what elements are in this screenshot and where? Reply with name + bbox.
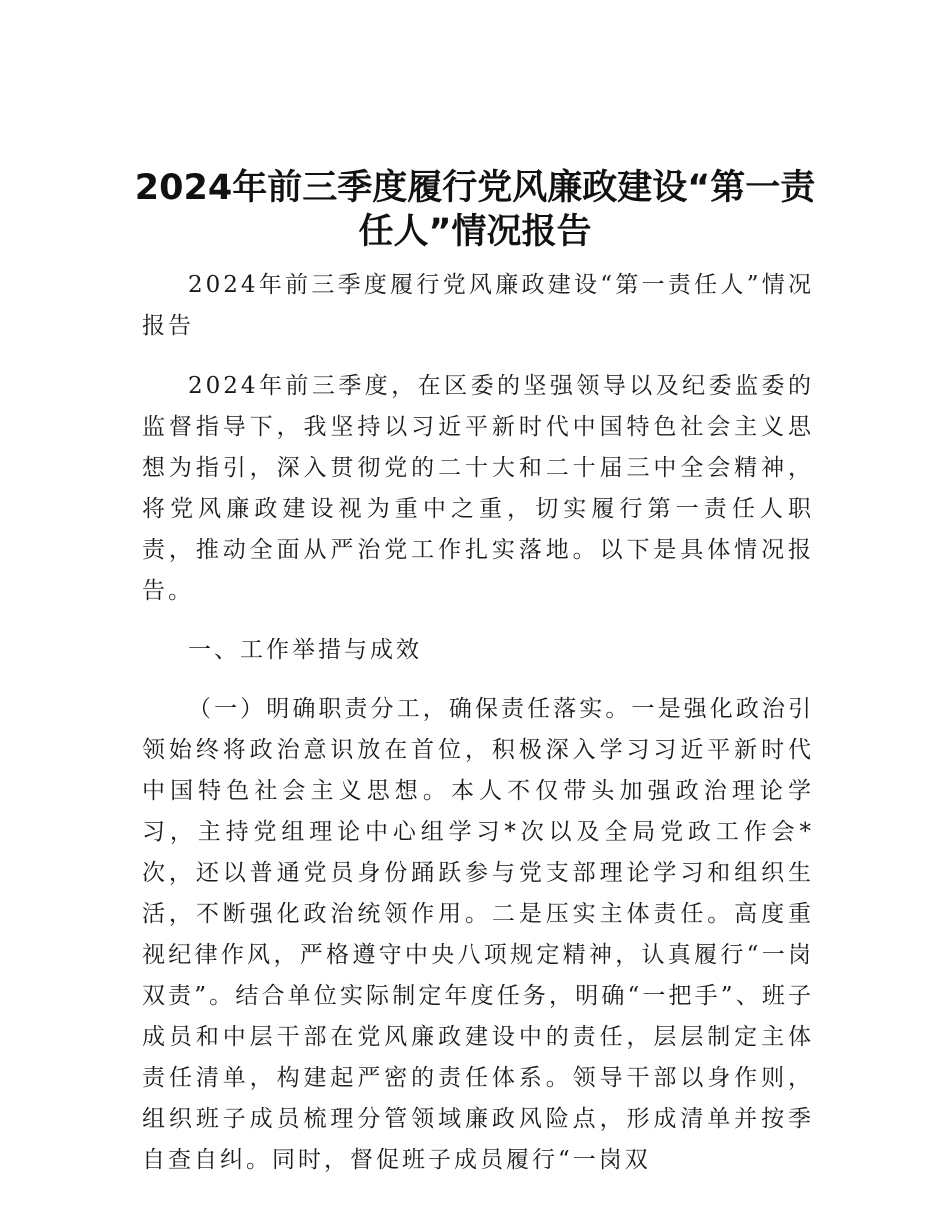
document-title: 2024年前三季度履行党风廉政建设“第一责任人”情况报告 [134,168,816,252]
intro-paragraph: 2024年前三季度，在区委的坚强领导以及纪委监委的监督指导下，我坚持以习近平新时代中国特色社会主义思想为指引，深入贯彻党的二十大和二十届三中全会精神，将党风廉政建设视为重中之重，切实履行第一责任人职责，推动全面从严治党工作扎实落地。以下是具体情况报告。 [142,373,814,604]
subtitle-paragraph: 2024年前三季度履行党风廉政建设“第一责任人”情况报告 [142,272,814,339]
section-heading: 一、工作举措与成效 [188,637,422,663]
body-paragraph: （一）明确职责分工，确保责任落实。一是强化政治引领始终将政治意识放在首位，积极深入学习习近平新时代中国特色社会主义思想。本人不仅带头加强政治理论学习，主持党组理论中心组学习*次以及全局党政工作会*次，还以普通党员身份踊跃参与党支部理论学习和组织生活，不断强化政治统领作用。二是压实主体责任。高度重视纪律作风，严格遵守中央八项规定精神，认真履行“一岗双责”。结合单位实际制定年度任务，明确“一把手”、班子成员和中层干部在党风廉政建设中的责任，层层制定主体责任清单，构建起严密的责任体系。领导干部以身作则，组织班子成员梳理分管领域廉政风险点，形成清单并按季自查自纠。同时，督促班子成员履行“一岗双 [142,696,814,1173]
document-body [142,265,814,1199]
